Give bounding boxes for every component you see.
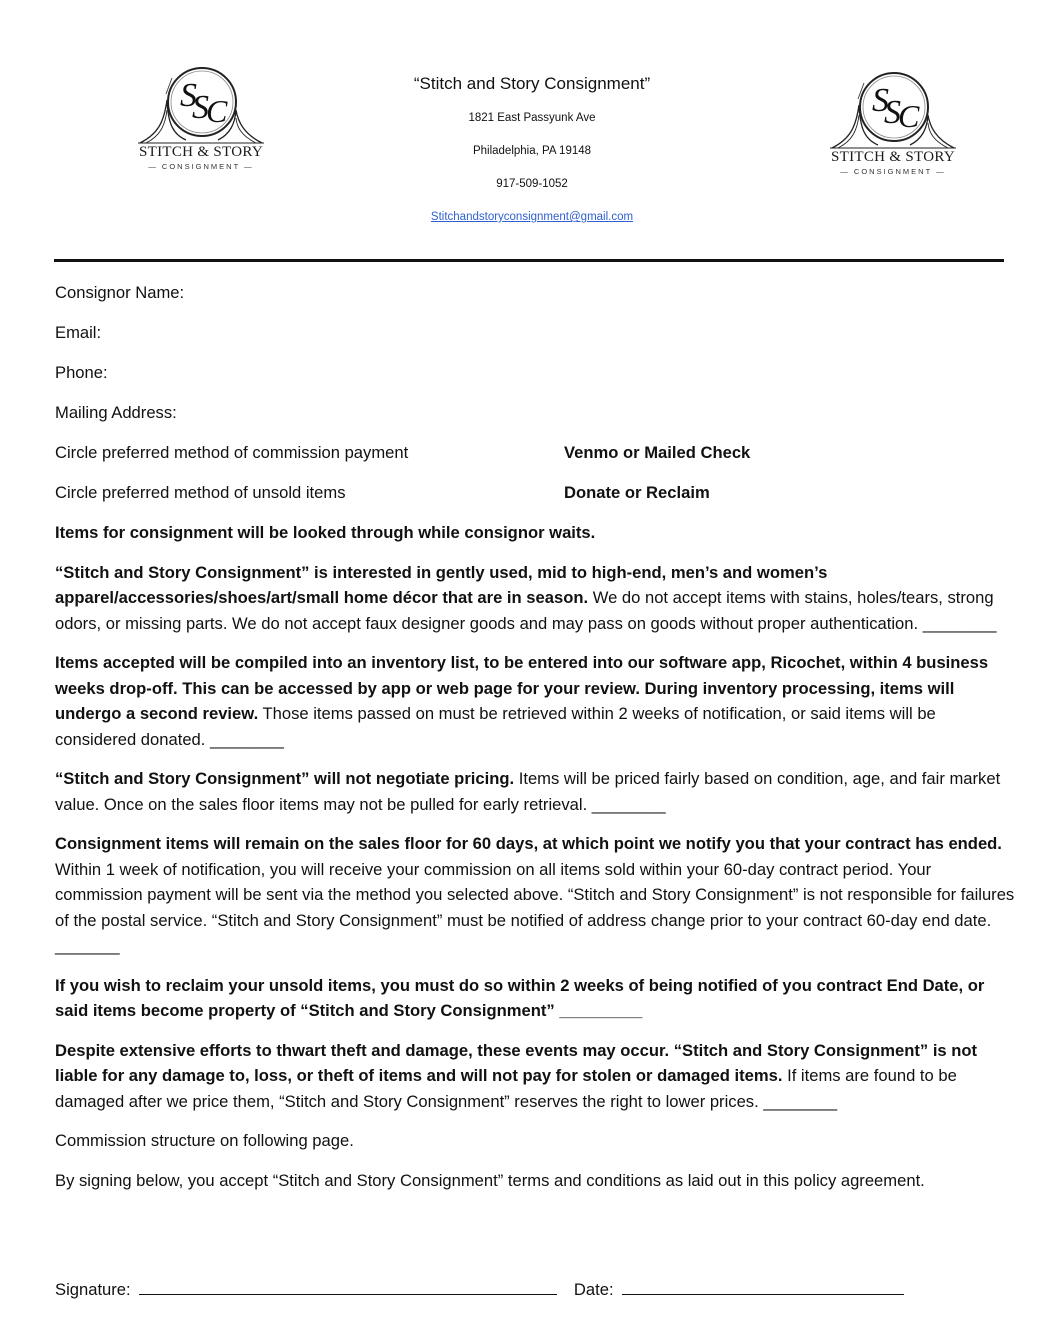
policy-bold-text: Items for consignment will be looked through while consignor waits.: [55, 523, 596, 542]
logo-left: [136, 64, 266, 174]
choice-label: Circle preferred method of commission payment: [55, 443, 409, 462]
store-header: [380, 72, 684, 228]
svg-text:C: C: [206, 93, 228, 129]
initial-blank[interactable]: _______: [55, 936, 120, 955]
signature-line[interactable]: [139, 1278, 557, 1295]
email-link[interactable]: Stitchandstoryconsignment@gmail.com: [430, 211, 634, 223]
logo-title: STITCH & STORY: [831, 149, 955, 165]
initial-blank[interactable]: ________: [210, 729, 284, 749]
policy-paragraph: [55, 973, 1015, 1024]
policy-paragraph: [55, 560, 1015, 637]
policy-text: If items are found to be damaged after we price them, “Stitch and Story Consignment” reserves the right to lower prices.: [55, 1066, 957, 1111]
initial-blank[interactable]: ________: [591, 794, 666, 814]
svg-text:S: S: [192, 89, 209, 126]
signature-row: [55, 1277, 904, 1302]
logo-title: STITCH & STORY: [139, 144, 263, 160]
svg-text:S: S: [180, 77, 197, 114]
agreement-body: [55, 280, 1015, 1207]
policy-text: Items will be priced fairly based on condition, age, and fair market value. Once on the sales floor items may not be pulled for early retrieval.: [55, 769, 1001, 814]
choice-label: Circle preferred method of unsold items: [55, 483, 346, 502]
unsold-items-choice: [55, 480, 1015, 506]
policy-paragraph: [55, 1038, 1015, 1115]
date-label: Date:: [573, 1280, 614, 1299]
policy-bold-text: “Stitch and Story Consignment” is interested in gently used, mid to high-end, men’s and women’s apparel/accessories/shoes/art/small home décor that are in season.: [55, 562, 828, 607]
date-line[interactable]: [622, 1278, 904, 1295]
header-divider: [54, 259, 1004, 262]
signature-label: Signature:: [55, 1280, 131, 1299]
initial-blank[interactable]: _________: [559, 1001, 643, 1020]
commission-note: Commission structure on following page.: [55, 1131, 354, 1150]
phone-number: 917-509-1052: [496, 178, 568, 190]
store-name: “Stitch and Story Consignment”: [413, 74, 651, 93]
acceptance-note: By signing below, you accept “Stitch and Story Consignment” terms and conditions as laid out in this policy agreement.: [55, 1170, 925, 1190]
policy-bold-text: Despite extensive efforts to thwart theft and damage, these events may occur. “Stitch and Story Consignment” is not liable for any damage to, loss, or theft of items and will not pay for stolen or damaged items.: [55, 1040, 978, 1085]
unsold-items-options[interactable]: Donate or Reclaim: [564, 483, 710, 502]
email-field[interactable]: [55, 320, 1015, 346]
policy-bold-text: Items accepted will be compiled into an inventory list, to be entered into our software app, Ricochet, within 4 business weeks drop-off. This can be accessed by app or web page for your review. During inventory processing, items will undergo a second review.: [55, 653, 989, 723]
mailing-address-field[interactable]: [55, 400, 1015, 426]
svg-text:C: C: [898, 98, 920, 134]
field-label: Mailing Address:: [55, 403, 177, 422]
logo-right: [828, 69, 958, 179]
field-label: Phone:: [55, 363, 108, 382]
policy-text: Those items passed on must be retrieved within 2 weeks of notification, or said items will be considered donated.: [55, 704, 936, 749]
address-line-2: Philadelphia, PA 19148: [472, 145, 592, 157]
logo-subtitle: — CONSIGNMENT —: [148, 162, 254, 171]
svg-text:S: S: [884, 94, 901, 131]
consignor-name-field[interactable]: [55, 280, 1015, 306]
monogram-emblem-icon: [136, 64, 266, 146]
policy-paragraph: [55, 831, 1015, 959]
initial-blank[interactable]: ________: [763, 1091, 838, 1111]
field-label: Email:: [55, 323, 102, 342]
policy-paragraph: [55, 766, 1015, 817]
policy-paragraph: [55, 650, 1015, 752]
commission-payment-choice: [55, 440, 1015, 466]
policy-bold-text: Consignment items will remain on the sales floor for 60 days, at which point we notify you that your contract has ended.: [55, 834, 1002, 853]
policy-text: Within 1 week of notification, you will receive your commission on all items sold within your 60-day contract period. Your commission payment will be sent via the method you selected above. “Stitch and Story Consignment” is not responsible for failures of the postal service. “Stitch and Story Consignment” must be notified of address change prior to your contract 60-day end date.: [55, 859, 1015, 930]
phone-field[interactable]: [55, 360, 1015, 386]
address-line-1: 1821 East Passyunk Ave: [468, 112, 596, 124]
policy-text: We do not accept items with stains, holes/tears, strong odors, or missing parts. We do not accept faux designer goods and may pass on goods without proper authentication.: [55, 588, 994, 633]
logo-subtitle: — CONSIGNMENT —: [840, 167, 946, 176]
policy-bold-text: “Stitch and Story Consignment” will not negotiate pricing.: [55, 769, 515, 788]
field-label: Consignor Name:: [55, 283, 185, 302]
policy-bold-text: If you wish to reclaim your unsold items, you must do so within 2 weeks of being notified of you contract End Date, or said items become property of “Stitch and Story Consignment”: [55, 975, 985, 1020]
commission-payment-options[interactable]: Venmo or Mailed Check: [564, 443, 751, 462]
policy-paragraph: [55, 520, 1015, 546]
svg-text:S: S: [872, 82, 889, 119]
initial-blank[interactable]: ________: [922, 613, 997, 633]
monogram-emblem-icon: [828, 69, 958, 151]
